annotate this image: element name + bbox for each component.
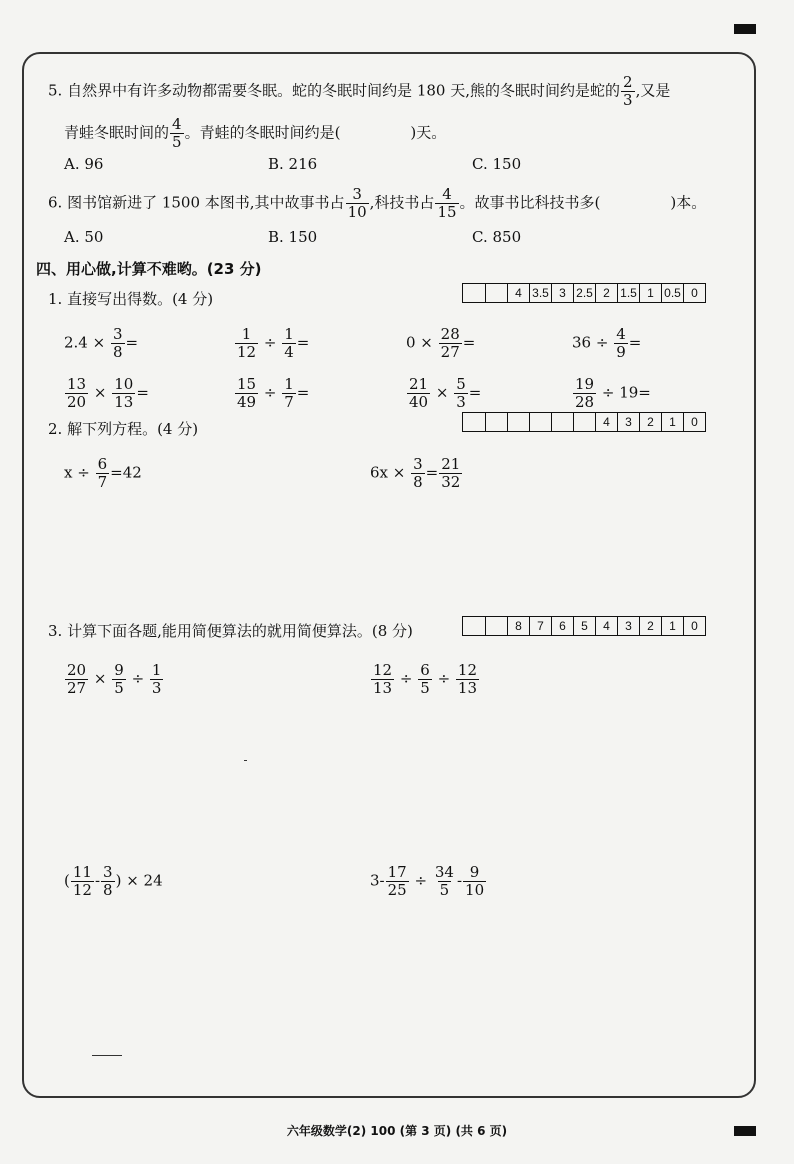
score-cell[interactable]: [463, 617, 485, 635]
score-cell[interactable]: 2.5: [573, 284, 595, 302]
score-cell[interactable]: 2: [639, 413, 661, 431]
score-cell[interactable]: 6: [551, 617, 573, 635]
calc-item-2: $\frac{1}{12}$ ÷ $\frac{1}{4}$ =: [237, 325, 310, 361]
score-cell[interactable]: 1: [661, 413, 683, 431]
score-cell[interactable]: 4: [595, 413, 617, 431]
score-cell[interactable]: 1.5: [617, 284, 639, 302]
score-cell[interactable]: 2: [595, 284, 617, 302]
calc-item-4: 36 ÷ $\frac{4}{9}$ =: [572, 325, 642, 361]
score-cell[interactable]: 8: [507, 617, 529, 635]
expression-3: ( $\frac{11}{12}$ - $\frac{3}{8}$ ) × 24: [64, 863, 163, 899]
expression-1: $\frac{20}{27}$ × $\frac{9}{5}$ ÷ $\frac{1}{3}$: [67, 661, 162, 697]
calc-item-3: 0 × $\frac{28}{27}$ =: [406, 325, 476, 361]
score-boxes-part1: [462, 283, 706, 303]
score-boxes-part3: [462, 616, 706, 636]
equation-1: x ÷ $\frac{6}{7}$ =42: [64, 455, 142, 491]
fraction: $\frac{4}{5}$: [172, 115, 182, 151]
expression-2: $\frac{12}{13}$ ÷ $\frac{6}{5}$ ÷ $\frac{12}{13}$: [373, 661, 478, 697]
calc-item-8: $\frac{19}{28}$ ÷ 19=: [575, 375, 651, 411]
score-cell[interactable]: [551, 413, 573, 431]
score-cell[interactable]: [529, 413, 551, 431]
section-heading: 四、用心做,计算不难哟。(23 分): [36, 260, 262, 278]
q6-line: 6. 图书馆新进了 1500 本图书,其中故事书占 $\frac{3}{10}$ ,科技书占 $\frac{4}{15}$ 。故事书比科技书多( )本。: [48, 185, 707, 221]
q6-option-c[interactable]: C. 850: [472, 228, 522, 246]
page-footer: 六年级数学(2) 100 (第 3 页) (共 6 页): [286, 1124, 508, 1138]
q5-line1: 5. 自然界中有许多动物都需要冬眠。蛇的冬眠时间约是 180 天,熊的冬眠时间约是蛇的 $\frac{2}{3}$ ,又是: [48, 73, 671, 109]
fraction: $\frac{4}{15}$: [437, 185, 457, 221]
score-cell[interactable]: 4: [507, 284, 529, 302]
q5-option-a[interactable]: A. 96: [64, 155, 104, 173]
score-boxes-part2: [462, 412, 706, 432]
score-cell[interactable]: [485, 284, 507, 302]
score-cell[interactable]: 0: [683, 617, 705, 635]
q5-option-b[interactable]: B. 216: [268, 155, 318, 173]
expression-4: 3- $\frac{17}{25}$ ÷ $\frac{34}{5}$ - $\frac{9}{10}$: [370, 863, 485, 899]
score-cell[interactable]: 0.5: [661, 284, 683, 302]
score-cell[interactable]: 2: [639, 617, 661, 635]
score-cell[interactable]: 4: [595, 617, 617, 635]
fraction: $\frac{3}{10}$: [347, 185, 367, 221]
score-cell[interactable]: [463, 413, 485, 431]
score-cell[interactable]: [485, 413, 507, 431]
scan-mark: [244, 760, 247, 761]
score-cell[interactable]: 3.5: [529, 284, 551, 302]
score-cell[interactable]: 3: [551, 284, 573, 302]
score-cell[interactable]: 1: [661, 617, 683, 635]
score-cell[interactable]: 3: [617, 617, 639, 635]
calc-item-7: $\frac{21}{40}$ × $\frac{5}{3}$ =: [409, 375, 482, 411]
equation-2: 6x × $\frac{3}{8}$ = $\frac{21}{32}$: [370, 455, 461, 491]
fraction: $\frac{2}{3}$: [623, 73, 633, 109]
q5-option-c[interactable]: C. 150: [472, 155, 522, 173]
part2-title: 2. 解下列方程。(4 分): [48, 420, 199, 438]
score-cell[interactable]: [463, 284, 485, 302]
scan-mark: [92, 1055, 122, 1056]
score-cell[interactable]: [507, 413, 529, 431]
score-cell[interactable]: 5: [573, 617, 595, 635]
score-cell[interactable]: 7: [529, 617, 551, 635]
registration-mark-top: [734, 24, 756, 34]
part1-title: 1. 直接写出得数。(4 分): [48, 290, 214, 308]
score-cell[interactable]: 1: [639, 284, 661, 302]
score-cell[interactable]: 0: [683, 413, 705, 431]
calc-item-5: $\frac{13}{20}$ × $\frac{10}{13}$ =: [67, 375, 149, 411]
score-cell[interactable]: 0: [683, 284, 705, 302]
calc-item-1: 2.4 × $\frac{3}{8}$ =: [64, 325, 139, 361]
score-cell[interactable]: [573, 413, 595, 431]
q5-line2: 青蛙冬眠时间的 $\frac{4}{5}$ 。青蛙的冬眠时间约是( )天。: [64, 115, 447, 151]
score-cell[interactable]: [485, 617, 507, 635]
score-cell[interactable]: 3: [617, 413, 639, 431]
q6-option-a[interactable]: A. 50: [64, 228, 104, 246]
part3-title: 3. 计算下面各题,能用简便算法的就用简便算法。(8 分): [48, 622, 413, 640]
calc-item-6: $\frac{15}{49}$ ÷ $\frac{1}{7}$ =: [237, 375, 310, 411]
q6-option-b[interactable]: B. 150: [268, 228, 318, 246]
